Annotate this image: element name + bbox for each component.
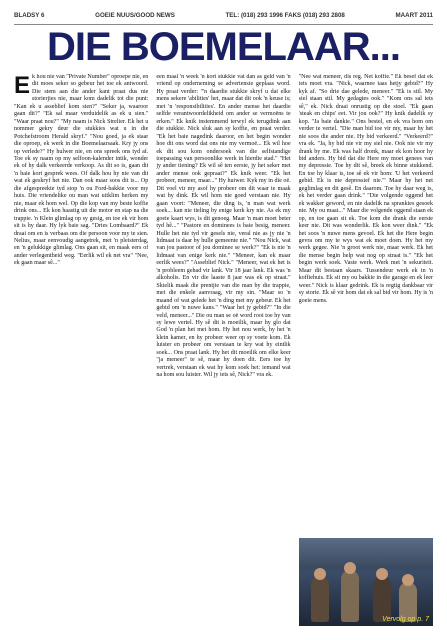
column-1-text: k hou nie van "Private Number" oproepe nie, en dit moes seker so gebeur het toe ek antwoord. Die stem aan die ander kant praat dus nie storierjies nie, maar kom dadelik tot die punt: "Kan ek u asseblief kom sien?" "Seker ja, waaroor gaan dit?" "Ek sal maar verduidelik as ek u sien." "Waar praat nou?" "My naam is Nick Strelier. Ek het u nommer gekry deur die stukkies wat u in die Potchefstroom Herald skryf." "Nou goed, ja ek staar die oproep, ek werk in die Boemelaarsaak. Kry jy ons op verlede?" Hy hulwer nie, en ons spreek ons tyd af. Toe ek sy naam op my selfoon-kalender intik, wonder ek of hy dalk verkeerde verkoop. As dit so is, gaan dit 'n baie kort gesprek wees. Of dalk hou hy nie van dit wat ek geskryf het nie. Dan ook maar soos dit is... Op die afgespreekte tyd stop 'n ou Ford-bakkie voor my huis. Die vriendelike ou man wat uitklim herken my nie, maar ek hom wel. Op die kop van my beste koffie drink ons... Ek kon haastig uit die motor en stap na die trappie. 'n Klein glimlag op sy gesig, en toe ek vir hom sit is hy daar. Hy lyk baie sag. "Dries Lombaard?" Ek draai om en is verbaas om die persoon voor my te sien. Nelius, maar eenvoudig aangetrek, met 'n pleisterdag, en 'n gelukkige glimlag. Ons gaan sit, en maak eers of ander verlegentheid weg. "Eerlik wil ek net vra" "Nee, ek gaan maar sê..." <box>14 74 149 267</box>
article-body <box>14 74 433 626</box>
article-title: DIE BOEMELAAR... <box>47 25 400 69</box>
column-2 <box>156 74 290 626</box>
drop-cap: E <box>14 74 31 99</box>
page-header <box>14 8 433 25</box>
column-1 <box>14 74 148 626</box>
page-number: BLADSY 6 <box>14 11 45 19</box>
issue-date: MAART 2011 <box>395 11 433 19</box>
column-3 <box>299 74 433 626</box>
continued-caption[interactable]: Vervolg op p. 7 <box>382 615 429 623</box>
article-photo <box>299 538 433 626</box>
column-2-text: een maal 'n week 'n kort stukkie vat dan as geld van 'n vriend op onderneming se advertensie geplaas word. Hy praat verder: "'n daardie stukkie skryf u dat elke mens sekere 'abilities' het, maar dat dit ook 'n keuse is; met 'n 'responsibilities'. En ander mense het daardie selfde verantwoordelikheid om ander se vermoëns te erken." Ek knik instemmend terwyl ek terugdink aan die stukkie. Nick sluk aan sy koffie, en praat verder. "Ek het baie nagedink daaroor, en het begin wonder hoe dit ons word dat ons nie my vermoë... Ek wil hoe ek dit sou kom ondersoek van die selfstandige toepassing van persoonlike werk in hierdie stad." "Het jy ander tiening? Ek wil sê ten eerste, jy het seker met ander mense ook gepraat?" Ek knik weer. "Ek het probeer, meneer, maar..." Hy huiwer. Kyk my in die oë. Dit voel vir my asof hy probeer om dit waar te maak wat hy dink. Ek wil hom nie goed verstaan nie. Hy gaan voort: "Meneer, die ding is, 'n man wat werk soek... kan nie tieling by enige kerk kry nie. As ek my goeie kaart wys, is dit genoeg. Maar 'n man moet beter tyd hê..." "Pastore en dominees is baie besig, meneer. Hulle het nie tyd vir gesels nie, veral nie as jy nie 'n lidmaat is daar by hulle gemeente nie." "Nou Nick, wat van jou pastoor of jou dominee se werk?" "Ek is nie 'n lidmaat van enige kerk nie." "Meneer, kan ek maar eerlik wees?" "Asseblief Nick." "Meneer, wat ek het is 'n probleem gehad vir lank. Vir 18 jaar lank. Ek was 'n alkoholis. En vir die laaste 8 jaar was ek op straat." Skielik maak die prentjie van die man by die trappie, met die enkele aanvraag, vir my sin. "Maar so 'n maand of wat gelede het 'n ding met my gebeur. Ek het gebid om 'n nuwe kans." "Waar het jy gebid?" "In die veld, meneer..." Die ou man se oë word rooi toe hy van sy lewe vertel. Hy sê dit is moeilik, maar hy glo dat God 'n plan het met hom. Hy het nou werk, hy het 'n klein kamer, en hy probeer weer op sy voete kom. Ek luister en probeer om verstaan te kry wat hy eintlik soek... Ons praat lank. Hy het dit moeilik om elke keer "ja meneer" te sê, maar hy doen dit. Eers toe hy vertrek, verstaan ek wat hy kom soek het: iemand wat na hom sou luister. Wil jy iets sê, Nick?" vra ek. <box>156 74 291 379</box>
column-3-text: "Nee wat meneer, dis reg. Net koffie." Ek besef dat ek iets moet vra. "Nick, waarnee taas hetjy gebid?" Hy kyk af. "So drie dae gelede, meneer." "Ek is stil. My siel staan stil. My gedagtes ook." "Kom ons sal iets sê," ek. Nick draai onrustig op die stoel. "Ek gaan 'steak en chips' eet. Vir jou ook?" Hy knik dadelik sy kop. "Ja baie dankie." Ons bestel, en ek vra hom om verder te vertel. "Die man bid toe vir my, maar hy het nie soos die ander nie. Hy bid verkeerd." "Verkeerd?" vra ek. "Ja, hy bid nie vir my siel nie. Ook nie vir my drank by me. Ek was half dronk, maar ek kon hoor hy bid anders. Hy bid dat die Here my moet genees van my depressie. Toe hy dit sê, breek ek binne stukkend. En toe hy klaar is, toe sê ek vir hom: 'U het verkeerd gebid. Ek is nie depressief nie.'" Maar hy het net geglimlag en dit gesê. En daarom. Toe hy daar weg is, ek het verder gaan drink." "Die volgende oggend het ek wakker geword, en nie dadelik na sprankies gesoek nie. My ou maat..." Maar die volgende oggend staan ek op, en toe gaan sit ek. Toe kom die drank die eerste keer nie. Dit was wonderlik. Ek kon weer dink." "Ek het soos 'n nuwe mens gevoel. Ek het die Here begin gevra om my te wys wat ek moet doen. Hy het my werk gegee. Nie 'n groot werk nie, maar werk. Ek het die mense begin help wat nog op straat is." "Ek het begin werk soek. Vaste werk. Werk met 'n sekuriteit. Maar dit bestaan skaars. Tussendeur werk ek in 'n koffiehuis. Ek sit my ou bakkie in die garage en ek leer weer." Nick is klaar gedrink. Ek is regtig dankbaar vir sy storie. Ek sê vir hom dat ek sal bid vir hom. Hy is 'n goeie mens. <box>298 74 433 304</box>
contact-numbers: TEL: (018) 293 1996 FAKS (018) 293 2808 <box>225 11 345 19</box>
publication-name: GOEIE NUUS/GOOD NEWS <box>95 11 175 19</box>
